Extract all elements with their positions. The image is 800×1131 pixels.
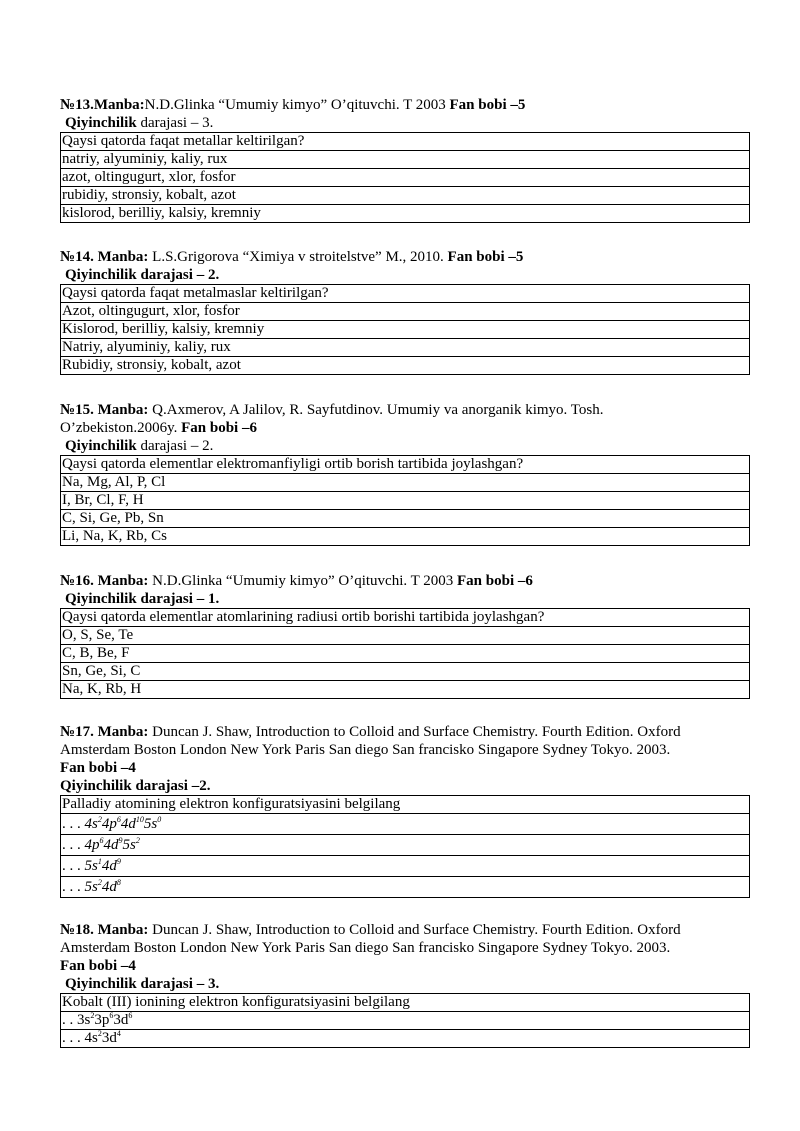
answer-option: O, S, Se, Te bbox=[61, 627, 750, 645]
question-text: Palladiy atomining elektron konfiguratsiyasini belgilang bbox=[61, 796, 750, 814]
answer-option bbox=[61, 856, 750, 877]
question-text: Qaysi qatorda elementlar elektromanfiyligi ortib borish tartibida joylashgan? bbox=[61, 456, 750, 474]
answer-prefix-dots: . . . bbox=[62, 837, 85, 853]
electron-count: 9 bbox=[118, 836, 123, 845]
answer-prefix-dots: . . . bbox=[62, 816, 85, 832]
answer-option: C, B, Be, F bbox=[61, 645, 750, 663]
question-number: №17. bbox=[60, 724, 94, 740]
question-header-line2 bbox=[60, 419, 750, 437]
difficulty-line bbox=[60, 437, 750, 455]
difficulty-line bbox=[60, 114, 750, 132]
difficulty-line bbox=[60, 590, 750, 608]
answer-table bbox=[60, 284, 750, 375]
answer-option: rubidiy, stronsiy, kobalt, azot bbox=[61, 187, 750, 205]
source-text: Duncan J. Shaw, Introduction to Colloid and Surface Chemistry. Fourth Edition. Oxford bbox=[152, 922, 681, 938]
difficulty-label: Qiyinchilik darajasi – 3. bbox=[65, 976, 220, 992]
question-number: №14. bbox=[60, 249, 94, 265]
question-header bbox=[60, 921, 750, 939]
question-17 bbox=[60, 723, 750, 898]
difficulty-value: darajasi – 3. bbox=[140, 115, 214, 131]
source-text-line2: Amsterdam Boston London New York Paris San diego San francisko Singapore Sydney Tokyo. 2003. bbox=[60, 940, 671, 956]
answer-prefix-dots: . . . bbox=[62, 879, 85, 895]
answer-table bbox=[60, 795, 750, 898]
answer-option: Na, K, Rb, H bbox=[61, 681, 750, 699]
electron-count: 10 bbox=[135, 815, 144, 824]
electron-count: 2 bbox=[97, 815, 102, 824]
fan-bobi-line bbox=[60, 759, 750, 777]
question-text: Qaysi qatorda faqat metalmaslar keltirilgan? bbox=[61, 285, 750, 303]
answer-option bbox=[61, 1030, 750, 1048]
answer-table bbox=[60, 608, 750, 699]
manba-label: Manba: bbox=[97, 922, 149, 938]
question-number: №15. bbox=[60, 402, 94, 418]
source-text-line2: Amsterdam Boston London New York Paris San diego San francisko Singapore Sydney Tokyo. 2003. bbox=[60, 742, 671, 758]
fan-bobi: Fan bobi –5 bbox=[447, 249, 524, 265]
orbital-term: $4d^9$ bbox=[101, 857, 121, 874]
source-text: Q.Axmerov, A Jalilov, R. Sayfutdinov. Umumiy va anorganik kimyo. Tosh. bbox=[152, 402, 604, 418]
orbital-term: $4d^9$ bbox=[103, 836, 123, 853]
answer-option: Kislorod, berilliy, kalsiy, kremniy bbox=[61, 321, 750, 339]
question-15 bbox=[60, 401, 750, 546]
difficulty-value: darajasi – 2. bbox=[140, 438, 214, 454]
answer-option: Azot, oltingugurt, xlor, fosfor bbox=[61, 303, 750, 321]
question-16 bbox=[60, 572, 750, 699]
manba-label: Manba: bbox=[97, 249, 149, 265]
answer-prefix-dots: . . . bbox=[62, 858, 85, 874]
question-header bbox=[60, 96, 750, 114]
answer-prefix-dots: . . bbox=[62, 1012, 77, 1028]
source-text: N.D.Glinka “Umumiy kimyo” O’qituvchi. T 2003 bbox=[144, 97, 446, 113]
orbital-term: $4d^{10}$ bbox=[120, 815, 144, 832]
fan-bobi: Fan bobi –4 bbox=[60, 958, 136, 974]
fan-bobi: Fan bobi –4 bbox=[60, 760, 136, 776]
electron-count: 6 bbox=[109, 1011, 114, 1020]
answer-option bbox=[61, 835, 750, 856]
answer-option: Li, Na, K, Rb, Cs bbox=[61, 528, 750, 546]
answer-option: I, Br, Cl, F, H bbox=[61, 492, 750, 510]
manba-label: Manba: bbox=[93, 97, 145, 113]
answer-table bbox=[60, 993, 750, 1048]
question-18 bbox=[60, 921, 750, 1048]
orbital-term: $5s^1$ bbox=[84, 857, 102, 874]
difficulty-line bbox=[60, 266, 750, 284]
fan-bobi-line bbox=[60, 957, 750, 975]
question-number: №13. bbox=[60, 97, 94, 113]
orbital-term: $4s^2$ bbox=[84, 815, 102, 832]
orbital-term: $4p^6$ bbox=[84, 836, 104, 853]
answer-option: azot, oltingugurt, xlor, fosfor bbox=[61, 169, 750, 187]
difficulty-label: Qiyinchilik bbox=[65, 115, 137, 131]
question-header bbox=[60, 401, 750, 419]
answer-option bbox=[61, 1012, 750, 1030]
electron-count: 2 bbox=[135, 836, 140, 845]
question-header bbox=[60, 572, 750, 590]
answer-option: Natriy, alyuminiy, kaliy, rux bbox=[61, 339, 750, 357]
electron-count: 2 bbox=[97, 1029, 102, 1038]
electron-count: 1 bbox=[97, 857, 102, 866]
difficulty-line bbox=[60, 975, 750, 993]
electron-count: 6 bbox=[99, 836, 104, 845]
orbital-term: $5s^2$ bbox=[122, 836, 140, 853]
question-13 bbox=[60, 96, 750, 223]
source-text: L.S.Grigorova “Ximiya v stroitelstve” M., 2010. bbox=[152, 249, 444, 265]
orbital-term: $3d^6$ bbox=[113, 1011, 133, 1028]
manba-label: Manba: bbox=[97, 402, 149, 418]
question-header bbox=[60, 248, 750, 266]
electron-count: 6 bbox=[128, 1011, 133, 1020]
question-header-line2 bbox=[60, 939, 750, 957]
orbital-term: $3s^2$ bbox=[77, 1011, 95, 1028]
orbital-term: $4p^6$ bbox=[101, 815, 121, 832]
electron-count: 6 bbox=[116, 815, 121, 824]
difficulty-label: Qiyinchilik darajasi – 2. bbox=[65, 267, 220, 283]
question-text: Kobalt (III) ionining elektron konfiguratsiyasini belgilang bbox=[61, 994, 750, 1012]
question-text: Qaysi qatorda elementlar atomlarining radiusi ortib borishi tartibida joylashgan? bbox=[61, 609, 750, 627]
answer-option bbox=[61, 877, 750, 898]
question-14 bbox=[60, 248, 750, 375]
electron-count: 0 bbox=[157, 815, 162, 824]
fan-bobi: Fan bobi –5 bbox=[449, 97, 526, 113]
manba-label: Manba: bbox=[97, 724, 149, 740]
difficulty-label: Qiyinchilik darajasi – 1. bbox=[65, 591, 220, 607]
orbital-term: $3p^6$ bbox=[94, 1011, 114, 1028]
orbital-term: $4d^8$ bbox=[101, 878, 121, 895]
manba-label: Manba: bbox=[97, 573, 149, 589]
answer-option: natriy, alyuminiy, kaliy, rux bbox=[61, 151, 750, 169]
answer-prefix-dots: . . . bbox=[62, 1030, 85, 1046]
orbital-term: $4s^2$ bbox=[84, 1029, 102, 1046]
question-text: Qaysi qatorda faqat metallar keltirilgan? bbox=[61, 133, 750, 151]
electron-count: 2 bbox=[97, 878, 102, 887]
difficulty-label: Qiyinchilik bbox=[65, 438, 137, 454]
electron-count: 2 bbox=[90, 1011, 95, 1020]
answer-option: C, Si, Ge, Pb, Sn bbox=[61, 510, 750, 528]
answer-option bbox=[61, 814, 750, 835]
orbital-term: $5s^2$ bbox=[84, 878, 102, 895]
answer-option: Sn, Ge, Si, C bbox=[61, 663, 750, 681]
fan-bobi: Fan bobi –6 bbox=[181, 420, 257, 436]
electron-count: 9 bbox=[116, 857, 121, 866]
question-number: №16. bbox=[60, 573, 94, 589]
source-text: N.D.Glinka “Umumiy kimyo” O’qituvchi. T 2003 bbox=[152, 573, 454, 589]
orbital-term: $3d^4$ bbox=[101, 1029, 121, 1046]
difficulty-line bbox=[60, 777, 750, 795]
source-text: Duncan J. Shaw, Introduction to Colloid and Surface Chemistry. Fourth Edition. Oxford bbox=[152, 724, 681, 740]
question-header bbox=[60, 723, 750, 741]
answer-option: kislorod, berilliy, kalsiy, kremniy bbox=[61, 205, 750, 223]
difficulty-label: Qiyinchilik darajasi –2. bbox=[60, 778, 211, 794]
answer-option: Rubidiy, stronsiy, kobalt, azot bbox=[61, 357, 750, 375]
answer-table bbox=[60, 132, 750, 223]
question-number: №18. bbox=[60, 922, 94, 938]
answer-option: Na, Mg, Al, P, Cl bbox=[61, 474, 750, 492]
electron-count: 8 bbox=[116, 878, 121, 887]
question-header-line2 bbox=[60, 741, 750, 759]
electron-count: 4 bbox=[116, 1029, 121, 1038]
answer-table bbox=[60, 455, 750, 546]
source-text-line2: O’zbekiston.2006y. bbox=[60, 420, 178, 436]
orbital-term: $5s^0$ bbox=[143, 815, 162, 832]
fan-bobi: Fan bobi –6 bbox=[457, 573, 533, 589]
